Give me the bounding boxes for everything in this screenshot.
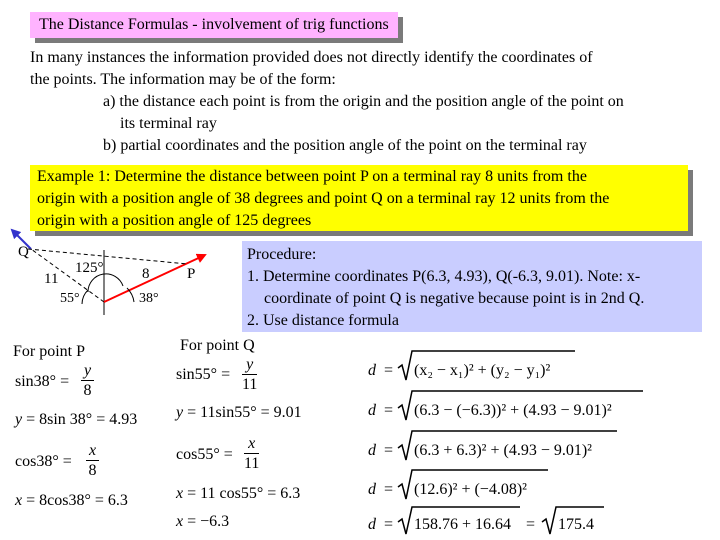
distance-formula-3: (6.3 + 6.3)² + (4.93 − 9.01)² — [414, 442, 592, 459]
example-line-3: origin with a position angle of 125 degrees — [37, 212, 312, 229]
example-line-2: origin with a position angle of 38 degrees and point Q on a terminal ray 12 units from the — [37, 190, 610, 207]
procedure-step-1-line-1: 1. Determine coordinates P(6.3, 4.93), Q(-6.3, 9.01). Note: x- — [247, 268, 641, 285]
example-line-1: Example 1: Determine the distance between point P on a terminal ray 8 units from the — [37, 168, 587, 185]
point-p-cos-lhs: cos38° = — [15, 453, 72, 470]
distance-d-4: d — [368, 481, 376, 498]
intro-item-a-line-2: its terminal ray — [120, 115, 217, 132]
angle-arc-55 — [82, 290, 88, 304]
point-q-x-var: x — [176, 485, 184, 502]
distance-formula-2: (6.3 − (−6.3))² + (4.93 − 9.01)² — [414, 402, 612, 419]
slide-title — [30, 12, 398, 38]
point-p-sin-numerator: y — [81, 361, 94, 381]
label-length-8: 8 — [142, 266, 150, 282]
point-p-x-equation — [15, 492, 128, 510]
distance-formula-1: (x₂ − x₁)² + (y₂ − y₁)² — [414, 362, 551, 379]
intro-item-a-line-1: a) the distance each point is from the origin and the position angle of the point on — [103, 93, 624, 110]
distance-eq-1: = — [384, 362, 394, 379]
procedure-box — [242, 241, 702, 332]
label-q: Q — [18, 244, 29, 260]
point-q-sin-denominator: 11 — [242, 376, 258, 393]
point-q-y-var: y — [176, 404, 184, 421]
distance-eq-2: = — [384, 402, 394, 419]
point-q-x-result: = 11 cos55° = 6.3 — [187, 485, 301, 502]
distance-eq-3: = — [384, 442, 394, 459]
distance-eq-6: = — [526, 516, 536, 533]
distance-d-5: d — [368, 516, 376, 533]
point-q-heading: For point Q — [180, 337, 255, 354]
point-q-cos-lhs: cos55° = — [176, 446, 233, 463]
point-q-x-final-var: x — [176, 513, 184, 530]
point-q-sin-lhs: sin55° = — [176, 366, 231, 383]
point-q-cos-fraction — [244, 434, 259, 474]
angle-arc-125 — [88, 274, 123, 292]
title-text: The Distance Formulas - involvement of trig functions — [39, 16, 389, 33]
point-p-y-var: y — [15, 411, 23, 428]
point-q-cos-numerator: x — [244, 434, 259, 454]
distance-eq-5: = — [384, 516, 394, 533]
procedure-step-2: 2. Use distance formula — [247, 312, 399, 329]
distance-d-3: d — [368, 442, 376, 459]
point-p-x-result: = 8cos38° = 6.3 — [26, 492, 128, 509]
procedure-title: Procedure: — [247, 246, 317, 263]
distance-formula-work — [360, 345, 710, 540]
point-q-sin-fraction — [242, 355, 257, 395]
label-angle-55: 55° — [60, 291, 80, 306]
intro-item-b: b) partial coordinates and the position angle of the point on the terminal ray — [103, 137, 587, 154]
point-q-x-equation — [176, 485, 300, 503]
point-q-y-equation — [176, 404, 302, 422]
point-p-cos-numerator: x — [86, 441, 99, 461]
point-p-sin-lhs: sin38° = — [15, 373, 70, 390]
point-p-cos-fraction — [86, 441, 99, 481]
point-p-y-equation — [15, 411, 137, 429]
procedure-step-1-line-2: coordinate of point Q is negative because point is in 2nd Q. — [264, 290, 645, 307]
point-q-cos-denominator: 11 — [244, 455, 260, 472]
segment-pq-dashed — [28, 249, 188, 264]
point-q-x-final — [176, 513, 229, 531]
distance-formula-5b: 175.4 — [558, 516, 594, 533]
label-angle-125: 125° — [75, 260, 104, 276]
point-p-sin-denominator: 8 — [83, 382, 92, 399]
label-length-11: 11 — [44, 271, 59, 287]
point-q-x-final-result: = −6.3 — [187, 513, 230, 530]
label-p: P — [187, 266, 196, 282]
distance-formula-5a: 158.76 + 16.64 — [414, 516, 512, 533]
point-p-heading: For point P — [13, 343, 86, 360]
label-angle-38: 38° — [139, 291, 159, 306]
distance-d-2: d — [368, 402, 376, 419]
point-p-sin-fraction — [81, 361, 94, 401]
point-q-y-result: = 11sin55° = 9.01 — [187, 404, 302, 421]
terminal-ray-diagram — [0, 212, 240, 332]
intro-line-2: the points. The information may be of the form: — [30, 71, 336, 88]
distance-d-1: d — [368, 362, 376, 379]
point-q-sin-numerator: y — [242, 355, 257, 375]
intro-line-1: In many instances the information provided does not directly identify the coordinates of — [30, 49, 593, 66]
distance-formula-4: (12.6)² + (−4.08)² — [414, 481, 527, 498]
point-p-y-result: = 8sin 38° = 4.93 — [26, 411, 138, 428]
point-p-cos-denominator: 8 — [88, 462, 97, 479]
point-p-x-var: x — [15, 492, 23, 509]
distance-eq-4: = — [384, 481, 394, 498]
